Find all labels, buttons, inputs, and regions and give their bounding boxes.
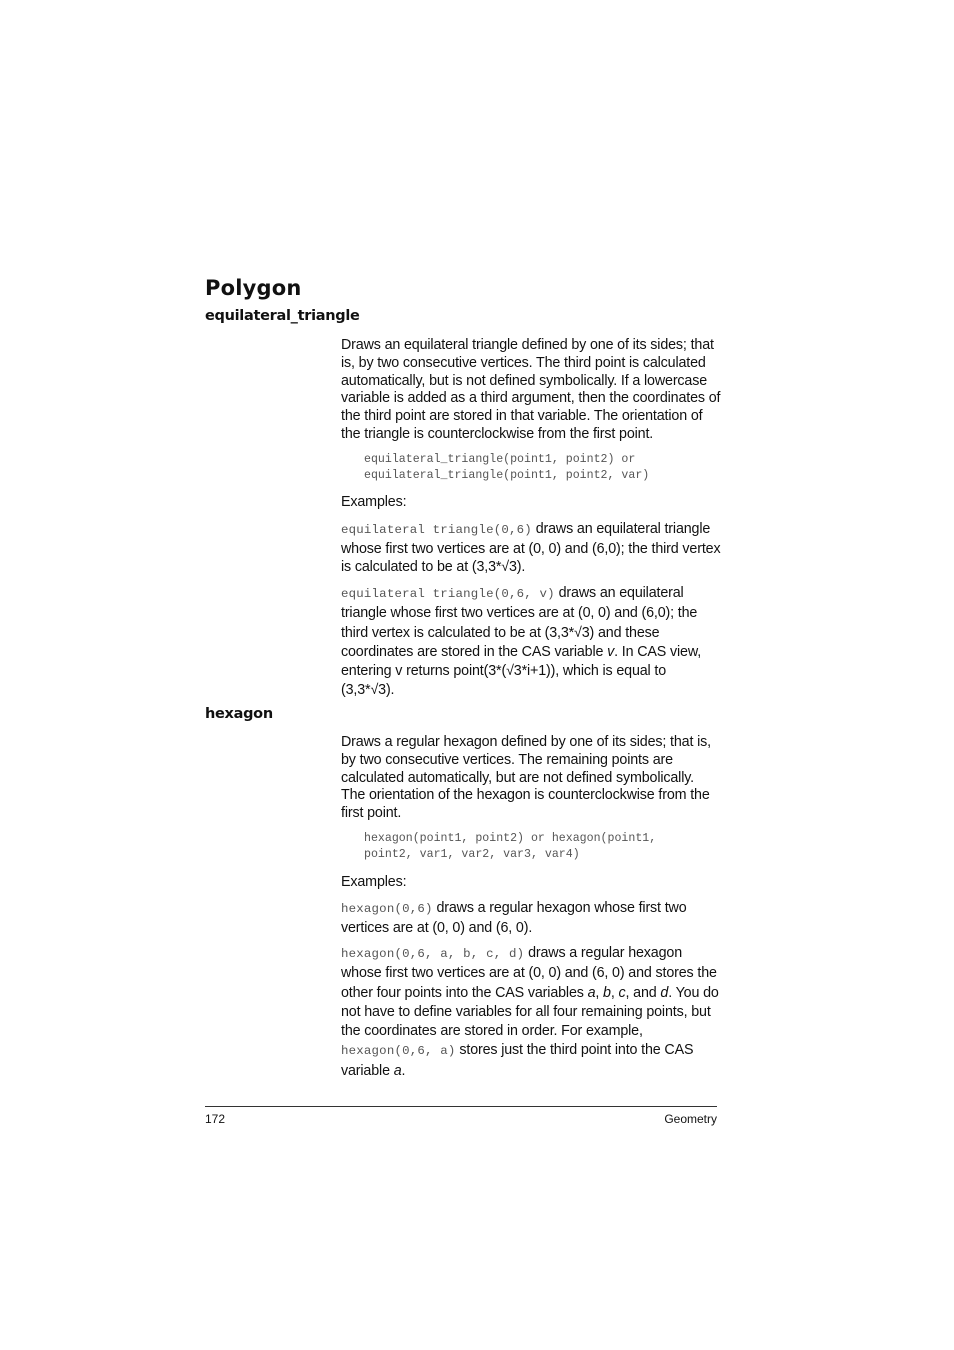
example-text: draws an equilateral triangle whose first two vertices are at (0, 0) and (6,0); the third vertex is calculated to be at (3,3*√3) and these coordinates are stored in the CAS variable [341, 585, 698, 660]
hexagon-example-2 [341, 944, 721, 1081]
separator: , [595, 984, 604, 1001]
example-code: equilateral triangle(0,6) [341, 523, 532, 537]
hexagon-description: Draws a regular hexagon defined by one of its sides; that is, by two consecutive vertices. The remaining points are calculated automatically, but are not defined symbolically. The orientation of the hexagon is counterclockwise from the first point. [341, 734, 711, 822]
example-code: hexagon(0,6, a, b, c, d) [341, 947, 525, 961]
examples-label: Examples: [341, 874, 407, 890]
variable-name: v [607, 643, 615, 660]
example-code: hexagon(0,6) [341, 902, 433, 916]
hexagon-heading: hexagon [205, 706, 273, 722]
example-text: draws a regular hexagon whose first two vertices are at (0, 0) and (6, 0) and stores the other four points into the CAS variables [341, 945, 717, 1001]
footer-divider [205, 1106, 717, 1107]
hexagon-syntax [364, 831, 724, 863]
example-code: equilateral triangle(0,6, v) [341, 587, 555, 601]
equilateral-triangle-example-1 [341, 520, 721, 577]
syntax-line: point2, var1, var2, var3, var4) [364, 848, 580, 861]
page-number: 172 [205, 1112, 226, 1126]
examples-label: Examples: [341, 494, 407, 510]
equilateral-triangle-example-2 [341, 584, 721, 701]
example-text: . You do not have to define variables for all four remaining points, but the coordinates are stored in order. For example, [341, 984, 719, 1040]
variable-name: c [618, 984, 626, 1001]
syntax-line: equilateral_triangle(point1, point2, var) [364, 469, 650, 482]
example-text: . [401, 1062, 406, 1079]
equilateral-triangle-description: Draws an equilateral triangle defined by one of its sides; that is, by two consecutive vertices. The third point is calculated automatically, but is not defined symbolically. If a lowercase variable is added as a third argument, then the coordinates of the third point are stored in that variable. The orientation of the triangle is counterclockwise from the first point. [341, 337, 721, 442]
example-code: hexagon(0,6, a) [341, 1044, 456, 1059]
example-text: stores just the third point into the CAS variable [341, 1042, 694, 1079]
syntax-line: hexagon(point1, point2) or hexagon(point1, [364, 832, 657, 845]
equilateral-triangle-heading: equilateral_triangle [205, 308, 360, 324]
chapter-name: Geometry [664, 1112, 717, 1126]
syntax-line: equilateral_triangle(point1, point2) or [364, 453, 636, 466]
separator: , and [625, 984, 661, 1001]
separator: , [610, 984, 619, 1001]
example-text: . In CAS view, entering v returns point(3*(√3*i+1)), which is equal to (3,3*√3). [341, 643, 702, 699]
variable-name: d [660, 984, 669, 1001]
equilateral-triangle-syntax [364, 452, 724, 484]
variable-name: a [393, 1062, 402, 1079]
example-text: draws an equilateral triangle whose first two vertices are at (0, 0) and (6,0); the third vertex is calculated to be at (3,3*√3). [341, 521, 721, 576]
variable-name: a [587, 984, 596, 1001]
section-title: Polygon [205, 276, 302, 300]
hexagon-example-1 [341, 899, 721, 938]
variable-name: b [603, 984, 611, 1001]
example-text: draws a regular hexagon whose first two vertices are at (0, 0) and (6, 0). [341, 900, 687, 936]
